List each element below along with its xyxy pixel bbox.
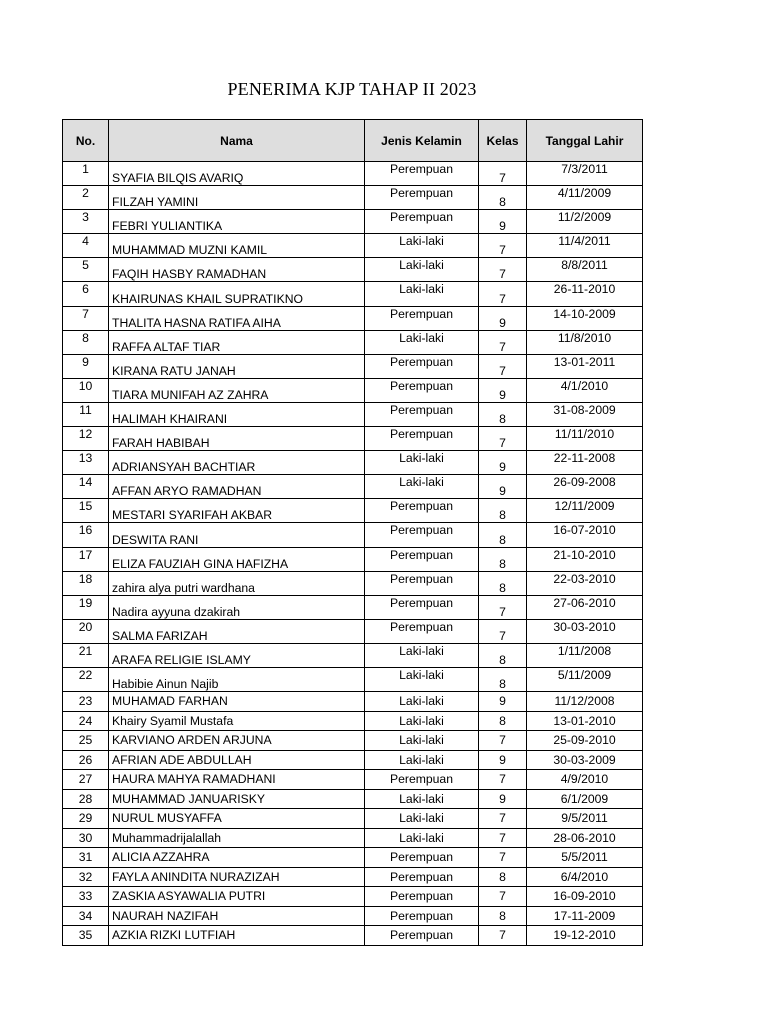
cell-no: 4 — [63, 234, 109, 258]
cell-no: 25 — [63, 731, 109, 751]
cell-no: 19 — [63, 595, 109, 619]
cell-tanggal-lahir: 4/1/2010 — [527, 378, 643, 402]
cell-no: 35 — [63, 926, 109, 946]
cell-kelas: 7 — [479, 234, 527, 258]
cell-nama: ZASKIA ASYAWALIA PUTRI — [109, 887, 365, 907]
table-row — [63, 282, 643, 306]
cell-no: 9 — [63, 354, 109, 378]
cell-nama: KIRANA RATU JANAH — [109, 354, 365, 378]
cell-kelas: 7 — [479, 595, 527, 619]
table-row — [63, 692, 643, 712]
cell-kelas: 9 — [479, 750, 527, 770]
cell-jenis-kelamin: Perempuan — [365, 162, 479, 186]
cell-tanggal-lahir: 11/12/2008 — [527, 692, 643, 712]
cell-tanggal-lahir: 4/9/2010 — [527, 770, 643, 790]
cell-tanggal-lahir: 13-01-2011 — [527, 354, 643, 378]
cell-no: 31 — [63, 848, 109, 868]
cell-kelas: 9 — [479, 306, 527, 330]
cell-nama: AFRIAN ADE ABDULLAH — [109, 750, 365, 770]
table-row — [63, 809, 643, 829]
cell-jenis-kelamin: Laki-laki — [365, 234, 479, 258]
table-row — [63, 378, 643, 402]
cell-jenis-kelamin: Perempuan — [365, 571, 479, 595]
page-title: PENERIMA KJP TAHAP II 2023 — [227, 79, 477, 99]
cell-tanggal-lahir: 6/4/2010 — [527, 867, 643, 887]
cell-kelas: 8 — [479, 523, 527, 547]
table-row — [63, 770, 643, 790]
cell-nama: Nadira ayyuna dzakirah — [109, 595, 365, 619]
cell-no: 7 — [63, 306, 109, 330]
cell-jenis-kelamin: Laki-laki — [365, 258, 479, 282]
cell-tanggal-lahir: 7/3/2011 — [527, 162, 643, 186]
cell-tanggal-lahir: 4/11/2009 — [527, 186, 643, 210]
table-row — [63, 354, 643, 378]
cell-no: 29 — [63, 809, 109, 829]
table-row — [63, 306, 643, 330]
cell-nama: HAURA MAHYA RAMADHANI — [109, 770, 365, 790]
cell-no: 10 — [63, 378, 109, 402]
cell-tanggal-lahir: 28-06-2010 — [527, 828, 643, 848]
cell-nama: MUHAMMAD JANUARISKY — [109, 789, 365, 809]
cell-nama: Muhammadrijalallah — [109, 828, 365, 848]
table-row — [63, 667, 643, 691]
cell-nama: KARVIANO ARDEN ARJUNA — [109, 731, 365, 751]
cell-kelas: 7 — [479, 887, 527, 907]
table-row — [63, 186, 643, 210]
cell-kelas: 7 — [479, 282, 527, 306]
cell-kelas: 7 — [479, 731, 527, 751]
cell-nama: zahira alya putri wardhana — [109, 571, 365, 595]
cell-kelas: 7 — [479, 619, 527, 643]
header-no: No. — [63, 120, 109, 162]
cell-jenis-kelamin: Laki-laki — [365, 643, 479, 667]
cell-nama: Khairy Syamil Mustafa — [109, 711, 365, 731]
table-body — [63, 162, 643, 946]
cell-tanggal-lahir: 13-01-2010 — [527, 711, 643, 731]
cell-tanggal-lahir: 22-03-2010 — [527, 571, 643, 595]
cell-kelas: 9 — [479, 475, 527, 499]
recipient-table — [62, 119, 643, 946]
table-row — [63, 475, 643, 499]
cell-kelas: 8 — [479, 711, 527, 731]
cell-jenis-kelamin: Perempuan — [365, 354, 479, 378]
cell-tanggal-lahir: 27-06-2010 — [527, 595, 643, 619]
table-row — [63, 402, 643, 426]
cell-tanggal-lahir: 9/5/2011 — [527, 809, 643, 829]
cell-no: 21 — [63, 643, 109, 667]
cell-no: 20 — [63, 619, 109, 643]
cell-jenis-kelamin: Laki-laki — [365, 330, 479, 354]
cell-jenis-kelamin: Perempuan — [365, 619, 479, 643]
cell-kelas: 7 — [479, 330, 527, 354]
table-row — [63, 789, 643, 809]
cell-nama: ELIZA FAUZIAH GINA HAFIZHA — [109, 547, 365, 571]
table-row — [63, 619, 643, 643]
cell-kelas: 8 — [479, 499, 527, 523]
cell-tanggal-lahir: 16-07-2010 — [527, 523, 643, 547]
cell-no: 1 — [63, 162, 109, 186]
cell-no: 26 — [63, 750, 109, 770]
cell-jenis-kelamin: Perempuan — [365, 867, 479, 887]
cell-no: 17 — [63, 547, 109, 571]
table-row — [63, 926, 643, 946]
cell-nama: SALMA FARIZAH — [109, 619, 365, 643]
table-row — [63, 906, 643, 926]
table-row — [63, 330, 643, 354]
cell-jenis-kelamin: Perempuan — [365, 848, 479, 868]
cell-nama: NURUL MUSYAFFA — [109, 809, 365, 829]
cell-nama: FEBRI YULIANTIKA — [109, 210, 365, 234]
cell-jenis-kelamin: Laki-laki — [365, 711, 479, 731]
cell-no: 34 — [63, 906, 109, 926]
cell-nama: NAURAH NAZIFAH — [109, 906, 365, 926]
cell-no: 18 — [63, 571, 109, 595]
cell-jenis-kelamin: Laki-laki — [365, 750, 479, 770]
cell-jenis-kelamin: Perempuan — [365, 595, 479, 619]
cell-jenis-kelamin: Perempuan — [365, 523, 479, 547]
cell-nama: FILZAH YAMINI — [109, 186, 365, 210]
table-row — [63, 523, 643, 547]
table-row — [63, 162, 643, 186]
cell-nama: ARAFA RELIGIE ISLAMY — [109, 643, 365, 667]
cell-no: 27 — [63, 770, 109, 790]
cell-tanggal-lahir: 11/2/2009 — [527, 210, 643, 234]
cell-jenis-kelamin: Perempuan — [365, 402, 479, 426]
header-tanggal-lahir: Tanggal Lahir — [527, 120, 643, 162]
cell-jenis-kelamin: Laki-laki — [365, 789, 479, 809]
cell-tanggal-lahir: 5/5/2011 — [527, 848, 643, 868]
cell-no: 33 — [63, 887, 109, 907]
cell-kelas: 8 — [479, 643, 527, 667]
cell-jenis-kelamin: Perempuan — [365, 306, 479, 330]
cell-tanggal-lahir: 16-09-2010 — [527, 887, 643, 907]
cell-kelas: 7 — [479, 809, 527, 829]
cell-tanggal-lahir: 14-10-2009 — [527, 306, 643, 330]
cell-nama: AFFAN ARYO RAMADHAN — [109, 475, 365, 499]
cell-jenis-kelamin: Perempuan — [365, 186, 479, 210]
cell-tanggal-lahir: 21-10-2010 — [527, 547, 643, 571]
cell-tanggal-lahir: 11/11/2010 — [527, 427, 643, 451]
cell-nama: ALICIA AZZAHRA — [109, 848, 365, 868]
table-row — [63, 595, 643, 619]
header-nama: Nama — [109, 120, 365, 162]
cell-no: 16 — [63, 523, 109, 547]
cell-tanggal-lahir: 22-11-2008 — [527, 451, 643, 475]
cell-tanggal-lahir: 11/8/2010 — [527, 330, 643, 354]
header-kelas: Kelas — [479, 120, 527, 162]
cell-tanggal-lahir: 30-03-2009 — [527, 750, 643, 770]
cell-nama: Habibie Ainun Najib — [109, 667, 365, 691]
table-row — [63, 210, 643, 234]
cell-tanggal-lahir: 19-12-2010 — [527, 926, 643, 946]
cell-jenis-kelamin: Laki-laki — [365, 475, 479, 499]
cell-tanggal-lahir: 5/11/2009 — [527, 667, 643, 691]
table-row — [63, 828, 643, 848]
cell-jenis-kelamin: Perempuan — [365, 499, 479, 523]
table-header-row — [63, 120, 643, 162]
cell-no: 6 — [63, 282, 109, 306]
cell-tanggal-lahir: 31-08-2009 — [527, 402, 643, 426]
cell-tanggal-lahir: 6/1/2009 — [527, 789, 643, 809]
cell-no: 2 — [63, 186, 109, 210]
table-row — [63, 643, 643, 667]
cell-tanggal-lahir: 8/8/2011 — [527, 258, 643, 282]
cell-nama: FAYLA ANINDITA NURAZIZAH — [109, 867, 365, 887]
cell-nama: TIARA MUNIFAH AZ ZAHRA — [109, 378, 365, 402]
cell-nama: THALITA HASNA RATIFA AIHA — [109, 306, 365, 330]
cell-nama: RAFFA ALTAF TIAR — [109, 330, 365, 354]
cell-nama: SYAFIA BILQIS AVARIQ — [109, 162, 365, 186]
cell-no: 14 — [63, 475, 109, 499]
cell-tanggal-lahir: 25-09-2010 — [527, 731, 643, 751]
cell-no: 11 — [63, 402, 109, 426]
cell-no: 30 — [63, 828, 109, 848]
cell-jenis-kelamin: Perempuan — [365, 887, 479, 907]
cell-jenis-kelamin: Laki-laki — [365, 809, 479, 829]
table-row — [63, 571, 643, 595]
cell-no: 24 — [63, 711, 109, 731]
cell-no: 3 — [63, 210, 109, 234]
table-row — [63, 848, 643, 868]
cell-nama: HALIMAH KHAIRANI — [109, 402, 365, 426]
table-row — [63, 750, 643, 770]
cell-kelas: 9 — [479, 692, 527, 712]
cell-no: 22 — [63, 667, 109, 691]
cell-tanggal-lahir: 30-03-2010 — [527, 619, 643, 643]
header-jenis-kelamin: Jenis Kelamin — [365, 120, 479, 162]
cell-nama: ADRIANSYAH BACHTIAR — [109, 451, 365, 475]
cell-kelas: 9 — [479, 451, 527, 475]
table-row — [63, 867, 643, 887]
cell-nama: AZKIA RIZKI LUTFIAH — [109, 926, 365, 946]
table-row — [63, 451, 643, 475]
table-row — [63, 427, 643, 451]
cell-no: 12 — [63, 427, 109, 451]
cell-jenis-kelamin: Perempuan — [365, 770, 479, 790]
cell-kelas: 7 — [479, 770, 527, 790]
cell-tanggal-lahir: 26-11-2010 — [527, 282, 643, 306]
cell-kelas: 8 — [479, 571, 527, 595]
cell-jenis-kelamin: Perempuan — [365, 926, 479, 946]
cell-kelas: 8 — [479, 402, 527, 426]
cell-kelas: 7 — [479, 162, 527, 186]
cell-nama: FAQIH HASBY RAMADHAN — [109, 258, 365, 282]
cell-tanggal-lahir: 11/4/2011 — [527, 234, 643, 258]
cell-kelas: 7 — [479, 828, 527, 848]
cell-jenis-kelamin: Laki-laki — [365, 692, 479, 712]
cell-nama: MUHAMAD FARHAN — [109, 692, 365, 712]
cell-tanggal-lahir: 26-09-2008 — [527, 475, 643, 499]
cell-nama: FARAH HABIBAH — [109, 427, 365, 451]
cell-tanggal-lahir: 12/11/2009 — [527, 499, 643, 523]
cell-jenis-kelamin: Perempuan — [365, 210, 479, 234]
table-row — [63, 887, 643, 907]
table-row — [63, 234, 643, 258]
cell-kelas: 9 — [479, 210, 527, 234]
cell-jenis-kelamin: Laki-laki — [365, 282, 479, 306]
cell-jenis-kelamin: Laki-laki — [365, 667, 479, 691]
cell-no: 28 — [63, 789, 109, 809]
cell-no: 23 — [63, 692, 109, 712]
cell-no: 13 — [63, 451, 109, 475]
cell-jenis-kelamin: Perempuan — [365, 906, 479, 926]
table-row — [63, 258, 643, 282]
cell-no: 5 — [63, 258, 109, 282]
cell-jenis-kelamin: Laki-laki — [365, 731, 479, 751]
cell-nama: KHAIRUNAS KHAIL SUPRATIKNO — [109, 282, 365, 306]
cell-kelas: 7 — [479, 354, 527, 378]
cell-kelas: 8 — [479, 186, 527, 210]
table-row — [63, 731, 643, 751]
cell-kelas: 7 — [479, 258, 527, 282]
cell-jenis-kelamin: Laki-laki — [365, 451, 479, 475]
cell-kelas: 8 — [479, 867, 527, 887]
cell-no: 15 — [63, 499, 109, 523]
cell-tanggal-lahir: 17-11-2009 — [527, 906, 643, 926]
cell-jenis-kelamin: Perempuan — [365, 547, 479, 571]
cell-kelas: 9 — [479, 378, 527, 402]
cell-nama: DESWITA RANI — [109, 523, 365, 547]
cell-jenis-kelamin: Perempuan — [365, 427, 479, 451]
cell-tanggal-lahir: 1/11/2008 — [527, 643, 643, 667]
cell-jenis-kelamin: Laki-laki — [365, 828, 479, 848]
cell-kelas: 7 — [479, 848, 527, 868]
cell-kelas: 8 — [479, 547, 527, 571]
table-row — [63, 711, 643, 731]
cell-jenis-kelamin: Perempuan — [365, 378, 479, 402]
cell-no: 32 — [63, 867, 109, 887]
cell-kelas: 7 — [479, 926, 527, 946]
cell-no: 8 — [63, 330, 109, 354]
cell-nama: MUHAMMAD MUZNI KAMIL — [109, 234, 365, 258]
table-row — [63, 547, 643, 571]
cell-kelas: 8 — [479, 906, 527, 926]
cell-kelas: 8 — [479, 667, 527, 691]
cell-nama: MESTARI SYARIFAH AKBAR — [109, 499, 365, 523]
cell-kelas: 9 — [479, 789, 527, 809]
cell-kelas: 7 — [479, 427, 527, 451]
table-row — [63, 499, 643, 523]
